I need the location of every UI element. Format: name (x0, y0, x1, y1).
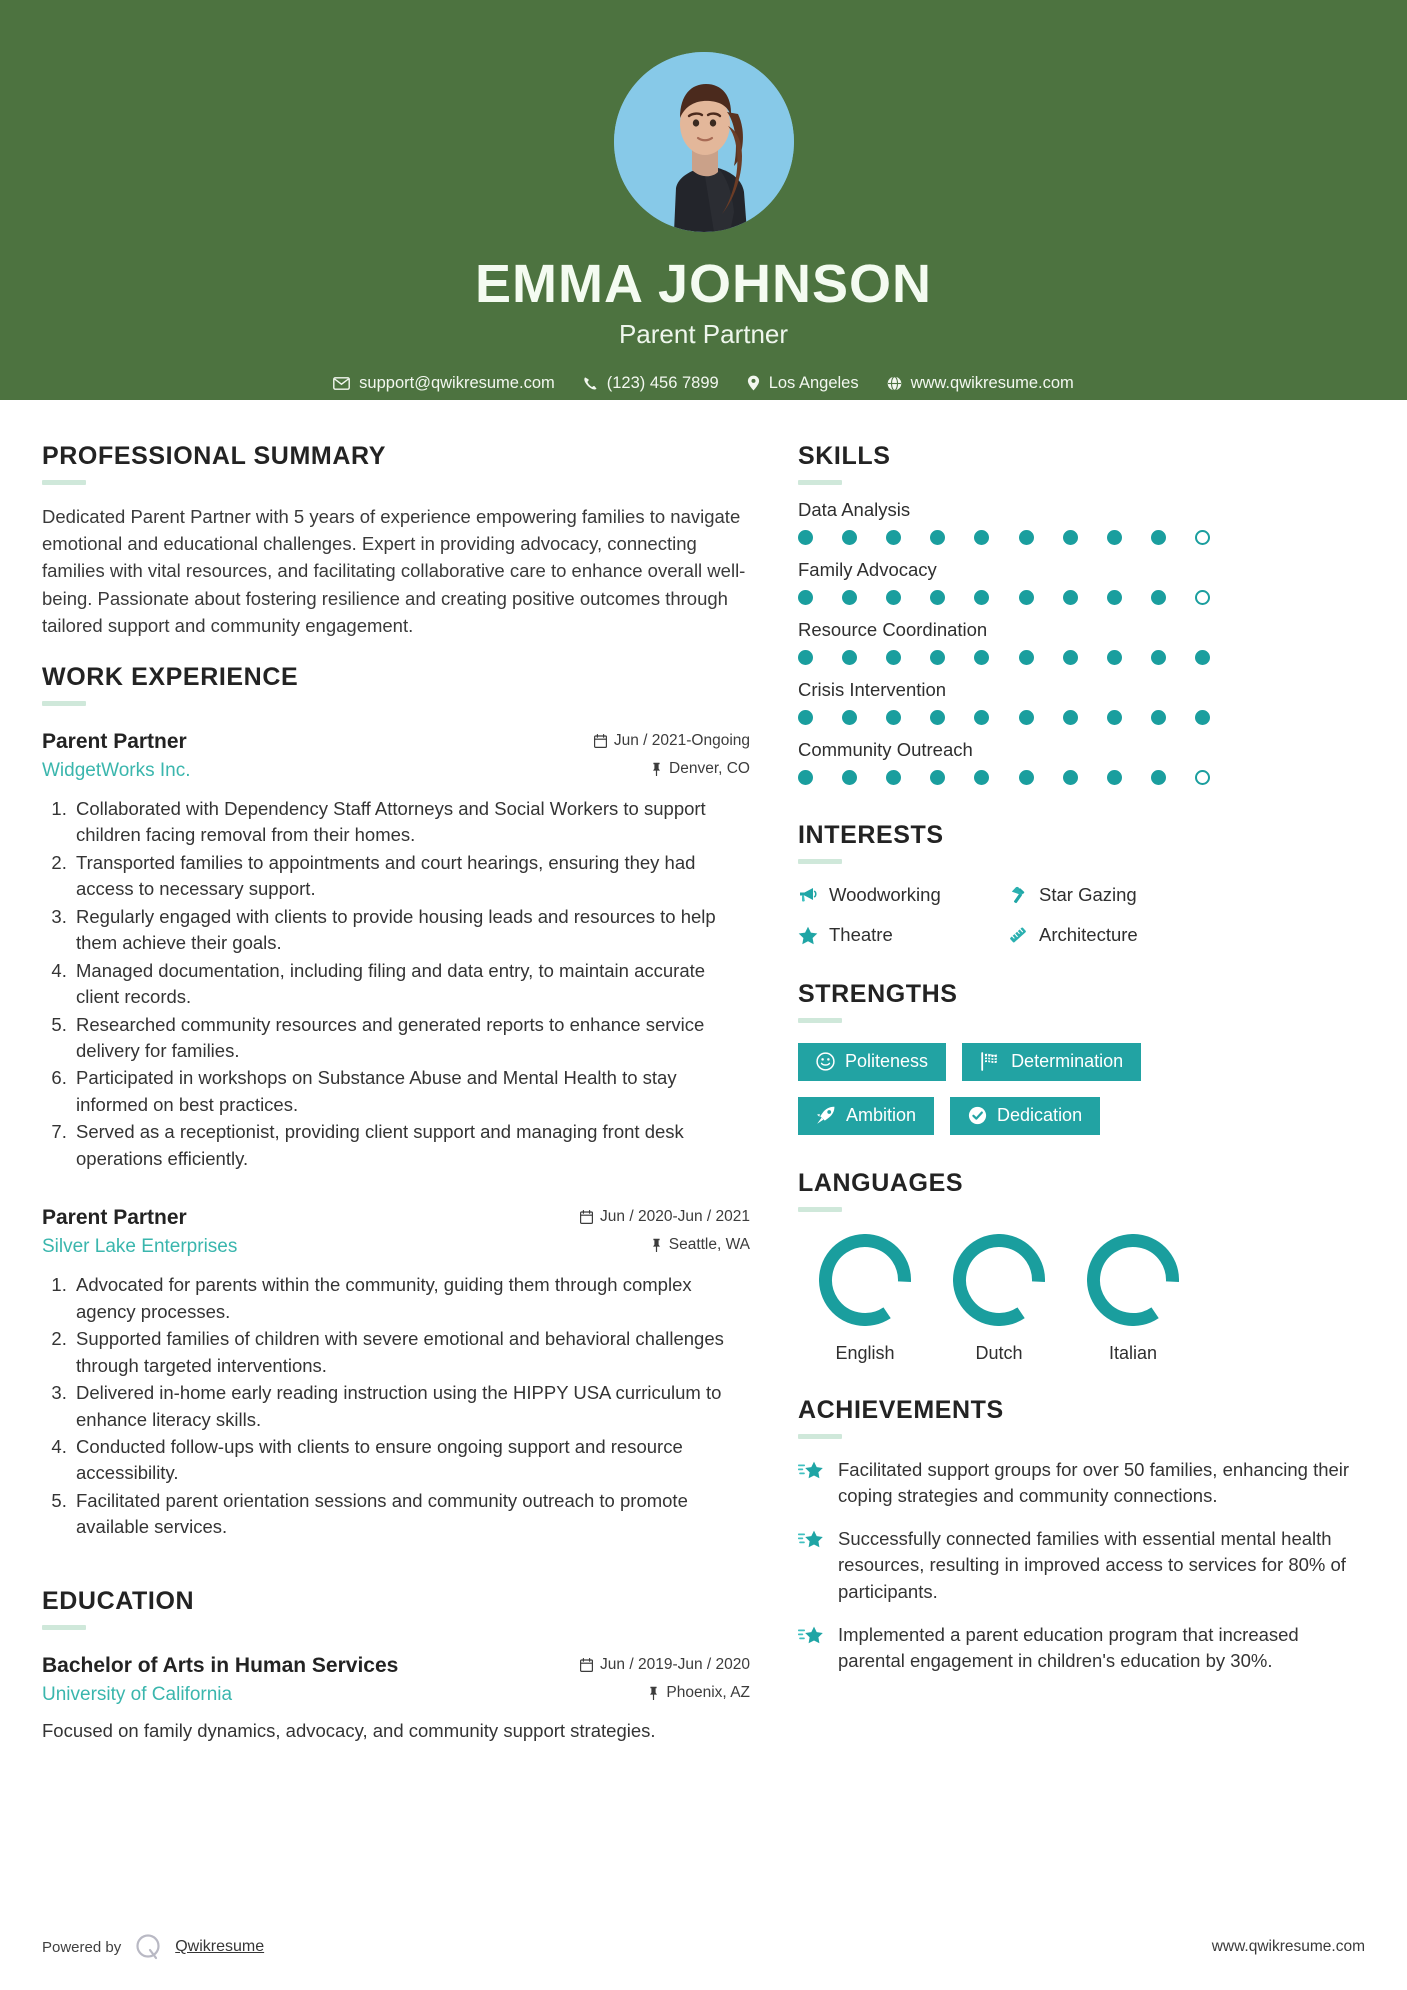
skill-dot-filled (1107, 650, 1122, 665)
education-degree: Bachelor of Arts in Human Services (42, 1653, 399, 1677)
pin-icon (651, 762, 662, 776)
powered-by-label: Powered by (42, 1938, 122, 1956)
skill-dot-filled (1107, 530, 1122, 545)
strength-chip (798, 1043, 946, 1081)
skill-dot-empty (1195, 770, 1210, 785)
skill-dot-filled (1151, 530, 1166, 545)
skill-dot-filled (1019, 710, 1034, 725)
section-title-professional-summary: PROFESSIONAL SUMMARY (42, 442, 386, 470)
skill-dot-filled (886, 650, 901, 665)
skill-dot-filled (974, 590, 989, 605)
language-item (798, 1234, 932, 1364)
ruler-diamond-icon (1008, 926, 1028, 944)
skill-dot-empty (1195, 590, 1210, 605)
smiley-icon (816, 1052, 835, 1071)
achievement-item (798, 1622, 1367, 1675)
language-item (932, 1234, 1066, 1364)
interest-label: Star Gazing (1039, 884, 1137, 905)
interest-item (798, 924, 1008, 946)
skill-dot-filled (1107, 770, 1122, 785)
experience-location (651, 760, 750, 778)
education-note: Focused on family dynamics, advocacy, and community support strategies. (42, 1719, 656, 1741)
skill-rating (798, 530, 1210, 545)
skill-dot-filled (930, 770, 945, 785)
skill-dot-filled (1019, 590, 1034, 605)
shooting-star-icon (798, 1460, 824, 1487)
skill-dot-filled (798, 710, 813, 725)
skill-dot-filled (798, 590, 813, 605)
section-languages (798, 1169, 1367, 1364)
skill-dot-filled (1019, 770, 1034, 785)
section-strengths (798, 980, 1367, 1135)
calendar-icon (594, 734, 607, 748)
skill-dot-filled (1063, 770, 1078, 785)
powered-by (42, 1932, 264, 1962)
megaphone-icon (798, 886, 818, 904)
language-label: Italian (1108, 1342, 1158, 1363)
section-rule (42, 701, 86, 706)
skill-dot-filled (930, 710, 945, 725)
interest-item (1008, 884, 1218, 906)
strength-label: Dedication (997, 1104, 1083, 1125)
bullet-item: 1. Advocated for parents within the community, guiding them through complex agency processes. (72, 1272, 750, 1325)
contact-website[interactable] (887, 374, 1074, 393)
section-achievements (798, 1396, 1367, 1675)
skill-dot-filled (1195, 710, 1210, 725)
experience-location-text: Seattle, WA (668, 1236, 750, 1254)
experience-location (651, 1236, 750, 1254)
contact-email[interactable] (333, 374, 555, 393)
section-rule (798, 1018, 842, 1023)
skill-dot-filled (974, 530, 989, 545)
experience-item (42, 730, 750, 1172)
section-title-strengths: STRENGTHS (798, 980, 958, 1008)
rocket-icon (816, 1106, 836, 1125)
left-column (0, 400, 790, 1751)
skill-rating (798, 770, 1210, 785)
section-work-experience (42, 663, 750, 1541)
check-circle-icon (968, 1106, 987, 1125)
bullet-item: 3. Delivered in-home early reading instruction using the HIPPY USA curriculum to enhance literacy skills. (72, 1380, 750, 1433)
section-title-work-experience: WORK EXPERIENCE (42, 662, 299, 691)
skill-dot-filled (974, 770, 989, 785)
skill-dot-filled (1063, 650, 1078, 665)
strength-chip (798, 1097, 934, 1135)
section-title-interests: INTERESTS (798, 821, 944, 849)
flag-icon (980, 1052, 1001, 1071)
achievement-text: Implemented a parent education program that increased parental engagement in children's education by 30%. (838, 1623, 1299, 1672)
skill-dot-filled (930, 530, 945, 545)
section-rule (798, 1207, 842, 1212)
resume-body (0, 400, 1407, 1751)
section-title-languages: LANGUAGES (798, 1168, 964, 1197)
qwikresume-logo-icon (133, 1932, 163, 1962)
skill-rating (798, 710, 1210, 725)
bullet-item: 2. Transported families to appointments and court hearings, ensuring they had access to necessary support. (72, 850, 750, 903)
star-icon (798, 926, 818, 945)
skill-dot-filled (1195, 650, 1210, 665)
strength-label: Politeness (845, 1051, 929, 1071)
skill-dot-filled (974, 650, 989, 665)
education-location (648, 1684, 750, 1702)
section-skills (798, 442, 1367, 785)
interest-label: Architecture (1039, 924, 1138, 945)
professional-summary-text: Dedicated Parent Partner with 5 years of experience empowering families to navigate emotional and educational challenges. Expert in providing advocacy, connecting families with vital resources, and facilitating collaborative care to enhance overall well-being. Passionate about fostering resilience and creating positive outcomes through tailored support and community engagement. (42, 506, 746, 636)
contact-phone[interactable] (583, 374, 719, 393)
skill-name: Family Advocacy (798, 559, 937, 580)
skill-dot-filled (1063, 590, 1078, 605)
bullet-item: 3. Regularly engaged with clients to provide housing leads and resources to help them achieve their goals. (72, 904, 750, 957)
shooting-star-icon (798, 1625, 824, 1652)
skill-dot-empty (1195, 530, 1210, 545)
skill-dot-filled (1151, 650, 1166, 665)
experience-item (42, 1206, 750, 1541)
contact-phone-text: (123) 456 7899 (606, 373, 719, 392)
skill-dot-filled (842, 710, 857, 725)
footer-website: www.qwikresume.com (1211, 1938, 1365, 1955)
language-donut (1087, 1234, 1179, 1331)
envelope-icon (333, 377, 350, 390)
skill-rating (798, 650, 1210, 665)
right-column (790, 400, 1407, 1751)
skill-dot-filled (1019, 530, 1034, 545)
education-item (42, 1654, 750, 1745)
experience-dates-text: Jun / 2020-Jun / 2021 (600, 1208, 750, 1226)
language-donut (953, 1234, 1045, 1331)
bullet-item: 5. Facilitated parent orientation sessions and community outreach to promote available services. (72, 1488, 750, 1541)
section-title-education: EDUCATION (42, 1586, 195, 1615)
section-education (42, 1587, 750, 1745)
contact-location (747, 374, 859, 393)
skill-dot-filled (842, 650, 857, 665)
section-rule (42, 1625, 86, 1630)
calendar-icon (580, 1658, 593, 1672)
section-rule (798, 1434, 842, 1439)
skill-dot-filled (886, 710, 901, 725)
job-title: Parent Partner (618, 318, 789, 349)
contact-website-text: www.qwikresume.com (910, 373, 1074, 392)
experience-location-text: Denver, CO (669, 759, 750, 777)
pin-icon (648, 1686, 659, 1700)
interest-label: Woodworking (829, 884, 941, 905)
education-dates (580, 1656, 750, 1674)
skill-dot-filled (1107, 590, 1122, 605)
contact-location-text: Los Angeles (768, 373, 859, 392)
calendar-icon (580, 1210, 593, 1224)
skill-dot-filled (886, 590, 901, 605)
bullet-item: 1. Collaborated with Dependency Staff Attorneys and Social Workers to support children facing removal from their homes. (72, 796, 750, 849)
skill-dot-filled (1063, 530, 1078, 545)
strength-label: Determination (1011, 1051, 1124, 1071)
skill-dot-filled (1151, 770, 1166, 785)
skill-dot-filled (1107, 710, 1122, 725)
skill-item (798, 679, 1367, 725)
experience-dates-text: Jun / 2021-Ongoing (613, 731, 750, 749)
skill-item (798, 499, 1367, 545)
skill-dot-filled (886, 770, 901, 785)
resume-header (0, 0, 1407, 400)
skill-name: Crisis Intervention (798, 679, 947, 700)
experience-dates (594, 732, 750, 750)
language-label: Dutch (975, 1342, 1023, 1363)
section-title-skills: SKILLS (798, 442, 891, 470)
strength-label: Ambition (846, 1104, 917, 1125)
bullet-item: 2. Supported families of children with severe emotional and behavioral challenges through targeted interventions. (72, 1326, 750, 1379)
experience-bullets (42, 796, 750, 1172)
skill-rating (798, 590, 1210, 605)
full-name: EMMA JOHNSON (474, 254, 933, 314)
achievement-item (798, 1457, 1367, 1510)
skill-dot-filled (974, 710, 989, 725)
interest-item (798, 884, 1008, 906)
skill-item (798, 739, 1367, 785)
skill-name: Data Analysis (798, 499, 911, 520)
bullet-item: 6. Participated in workshops on Substance Abuse and Mental Health to stay informed on best practices. (72, 1065, 750, 1118)
phone-icon (583, 376, 598, 391)
resume-footer (0, 1932, 1407, 1962)
education-dates-text: Jun / 2019-Jun / 2020 (600, 1655, 750, 1673)
bullet-item: 4. Managed documentation, including filing and data entry, to maintain accurate client records. (72, 958, 750, 1011)
map-pin-icon (747, 375, 760, 391)
contact-email-text: support@qwikresume.com (359, 373, 555, 392)
avatar (614, 52, 794, 232)
interest-label: Theatre (829, 924, 893, 945)
strength-chip (950, 1097, 1100, 1135)
achievement-item (798, 1526, 1367, 1605)
contact-bar (324, 374, 1083, 393)
section-interests (798, 821, 1367, 946)
skill-dot-filled (930, 590, 945, 605)
skill-name: Resource Coordination (798, 619, 988, 640)
experience-title: Parent Partner (42, 729, 187, 753)
skill-dot-filled (798, 770, 813, 785)
achievement-text: Facilitated support groups for over 50 families, enhancing their coping strategies and community connections. (838, 1458, 1350, 1506)
skill-dot-filled (798, 530, 813, 545)
experience-bullets (42, 1272, 750, 1541)
skill-dot-filled (842, 770, 857, 785)
experience-dates (580, 1208, 750, 1226)
skill-dot-filled (842, 530, 857, 545)
skill-item (798, 559, 1367, 605)
strength-chip (962, 1043, 1141, 1081)
language-label: English (835, 1342, 895, 1363)
education-location-text: Phoenix, AZ (666, 1683, 750, 1701)
globe-icon (887, 376, 902, 391)
language-donut (819, 1234, 911, 1331)
skill-dot-filled (798, 650, 813, 665)
skill-dot-filled (886, 530, 901, 545)
bullet-item: 5. Researched community resources and generated reports to enhance service delivery for families. (72, 1012, 750, 1065)
pin-icon (651, 1238, 662, 1252)
skill-dot-filled (1063, 710, 1078, 725)
section-rule (42, 480, 86, 485)
qwikresume-brand[interactable]: Qwikresume (175, 1938, 265, 1955)
experience-organization: WidgetWorks Inc. (42, 759, 191, 781)
experience-title: Parent Partner (42, 1206, 187, 1230)
achievement-text: Successfully connected families with essential mental health resources, resulting in improved access to services for 80% of participants. (838, 1528, 1346, 1602)
skill-dot-filled (842, 590, 857, 605)
skill-dot-filled (930, 650, 945, 665)
experience-organization: Silver Lake Enterprises (42, 1236, 238, 1258)
skill-dot-filled (1151, 710, 1166, 725)
skill-dot-filled (1019, 650, 1034, 665)
interest-item (1008, 924, 1218, 946)
section-rule (798, 859, 842, 864)
shooting-star-icon (798, 1529, 824, 1556)
hammer-icon (1008, 886, 1028, 904)
section-rule (798, 480, 842, 485)
section-title-achievements: ACHIEVEMENTS (798, 1395, 1004, 1424)
skill-dot-filled (1151, 590, 1166, 605)
bullet-item: 7. Served as a receptionist, providing client support and managing front desk operations efficiently. (72, 1119, 750, 1172)
bullet-item: 4. Conducted follow-ups with clients to ensure ongoing support and resource accessibility. (72, 1434, 750, 1487)
section-professional-summary (42, 442, 750, 639)
language-item (1066, 1234, 1200, 1364)
education-institution: University of California (42, 1683, 233, 1705)
skill-item (798, 619, 1367, 665)
skill-name: Community Outreach (798, 739, 973, 760)
